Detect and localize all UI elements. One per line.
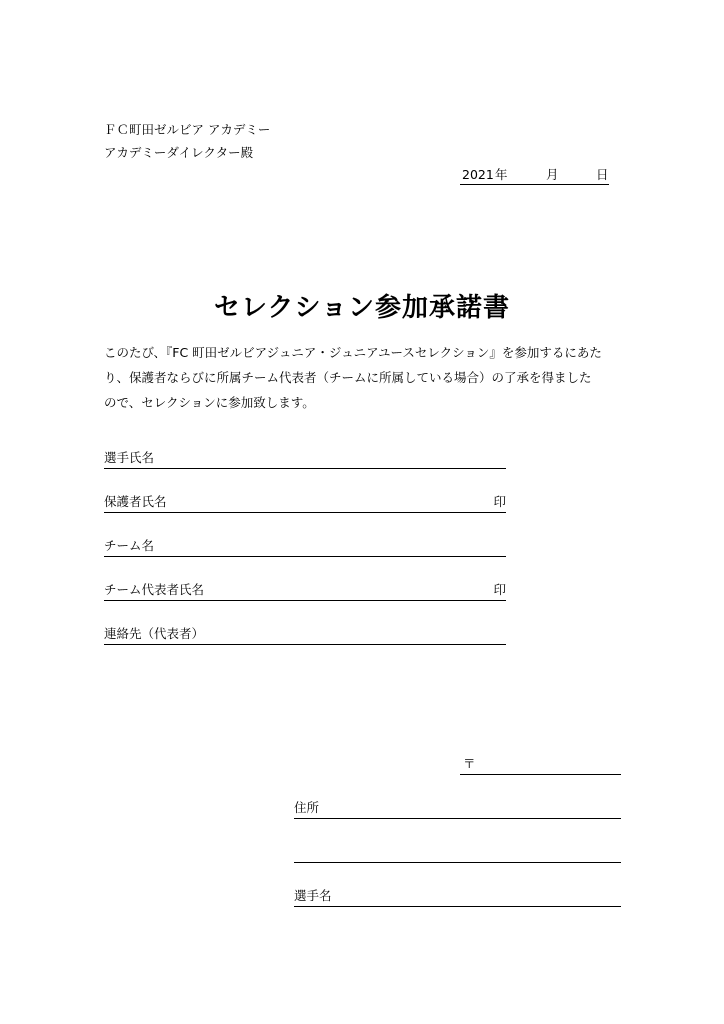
document-title: セレクション参加承諾書: [214, 293, 510, 323]
body-line: り、保護者ならびに所属チーム代表者（チームに所属している場合）の了承を得ました: [104, 370, 592, 385]
date-line: [460, 166, 609, 185]
team-name-label: チーム名: [104, 538, 155, 553]
player-label: 選手名: [294, 888, 332, 903]
postal-mark: 〒: [463, 756, 476, 771]
date-day-unit: 日: [596, 167, 609, 182]
guardian-name-label: 保護者氏名: [104, 494, 167, 509]
body-line: このたび、『FC 町田ゼルビアジュニア・ジュニアユースセレクション』を参加するにあた: [104, 345, 602, 360]
team-rep-name-label: チーム代表者氏名: [104, 582, 205, 597]
date-month-unit: 月: [546, 167, 559, 182]
player-name-label: 選手氏名: [104, 450, 155, 465]
address-field-line-2[interactable]: [294, 844, 621, 863]
player-name-field[interactable]: [104, 450, 506, 469]
contact-field[interactable]: [104, 626, 506, 645]
recipient-person: アカデミーダイレクター殿: [104, 145, 254, 160]
body-line: ので、セレクションに参加致します。: [104, 395, 315, 410]
guardian-name-field[interactable]: [104, 494, 506, 513]
document-body: [104, 340, 634, 415]
date-year-unit: 年: [495, 167, 508, 182]
team-name-field[interactable]: [104, 538, 506, 557]
team-rep-name-field[interactable]: [104, 582, 506, 601]
contact-label: 連絡先（代表者）: [104, 626, 205, 641]
date-year: 2021: [462, 167, 494, 182]
address-field[interactable]: [294, 800, 621, 819]
team-rep-seal-mark: 印: [493, 582, 506, 597]
player-name-address-field[interactable]: [294, 888, 621, 907]
guardian-seal-mark: 印: [493, 494, 506, 509]
address-label: 住所: [294, 800, 320, 815]
recipient-org: ＦＣ町田ゼルビア アカデミー: [104, 122, 271, 137]
postal-code-field[interactable]: [460, 756, 621, 775]
